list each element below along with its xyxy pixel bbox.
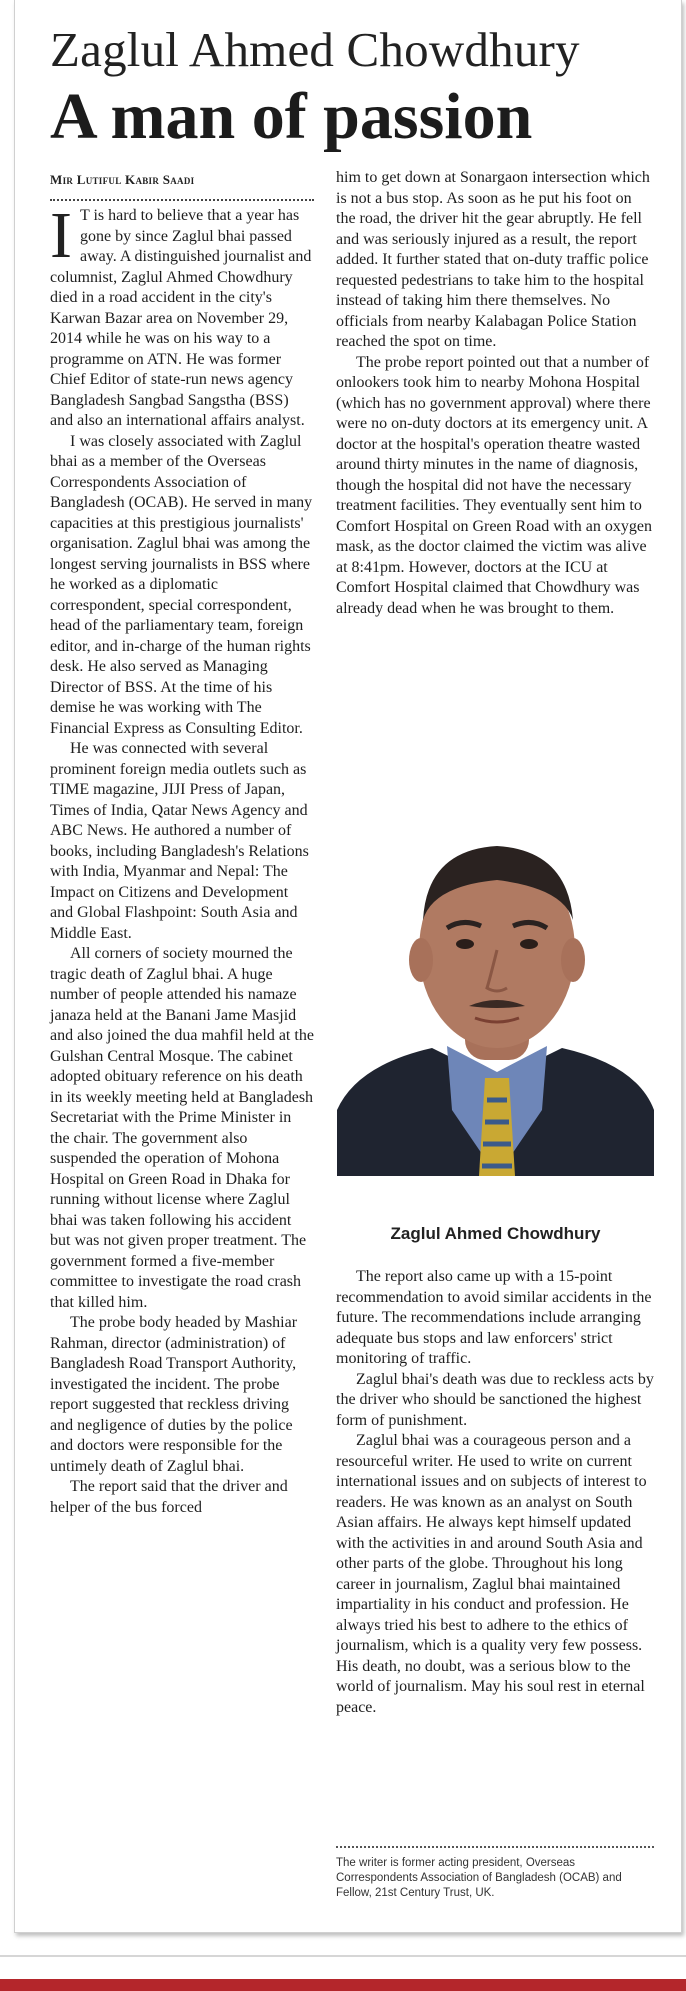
paragraph-p1	[50, 199, 314, 432]
author-note: The writer is former acting president, Overseas Correspondents Association of Bangladesh (OCAB) and Fellow, 21st Century Trust, UK.	[336, 1857, 622, 1899]
eye-left	[456, 939, 474, 949]
paragraph-p9: The report also came up with a 15-point recommendation to avoid similar accidents in the future. The recommendations include arranging adequate bus stops and law enforcers' strict monitoring of traffic.	[336, 1268, 652, 1367]
portrait-photo	[337, 810, 654, 1176]
eye-right	[520, 939, 538, 949]
left-column	[50, 199, 314, 1518]
tie	[479, 1078, 515, 1176]
ear-right	[561, 938, 585, 982]
headline-tagline: A man of passion	[50, 80, 533, 153]
headline-name: Zaglul Ahmed Chowdhury	[50, 22, 580, 77]
photo-caption: Zaglul Ahmed Chowdhury	[390, 1224, 601, 1243]
paragraph-p4: All corners of society mourned the tragic death of Zaglul bhai. A huge number of people attended his namaze janaza held at the Banani Jame Masjid and also joined the dua mahfil held at the Gulshan Central Mosque. The cabinet adopted obituary reference on his death in its weekly meeting held at Bangladesh Secretariat with the Prime Minister in the chair. The government also suspended the operation of Mohona Hospital on Green Road in Dhaka for running without license where Zaglul bhai was taken following his accident but was not given proper treatment. The government formed a five-member committee to investigate the road crash that killed him.	[50, 945, 314, 1311]
paragraph-p10: Zaglul bhai's death was due to reckless acts by the driver who should be sanctioned the highest form of punishment.	[336, 1370, 654, 1429]
right-column-bottom	[336, 1267, 654, 1718]
byline-divider	[50, 199, 314, 201]
paragraph-p2: I was closely associated with Zaglul bhai as a member of the Overseas Correspondents Association of Bangladesh (OCAB). He served in many capacities at this prestigious journalists' organisation. Zaglul bhai was among the longest serving journalists in BSS where he worked as a diplomatic correspondent, special correspondent, head of the parliamentary team, foreign editor, and in-charge of the human rights desk. He also served as Managing Director of BSS. At the time of his demise he was working with The Financial Express as Consulting Editor.	[50, 432, 313, 737]
byline: Mir Lutiful Kabir Saadi	[50, 172, 195, 187]
portrait-illustration	[337, 810, 654, 1176]
footer-divider	[336, 1846, 654, 1848]
paragraph-p7: him to get down at Sonargaon intersection which is not a bus stop. As soon as he put his foot on the road, the driver hit the gear abruptly. He fell and was seriously injured as a result, the report added. It further stated that on-duty traffic police requested pedestrians to take him to the hospital instead of taking him there themselves. No officials from nearby Kalabagan Police Station reached the spot on time.	[336, 169, 650, 350]
ear-left	[409, 938, 433, 982]
paragraph-p5: The probe body headed by Mashiar Rahman, director (administration) of Bangladesh Road Transport Authority, investigated the incident. The probe report suggested that reckless driving and negligence of duties by the police and doctors were responsible for the untimely death of Zaglul bhai.	[50, 1314, 298, 1475]
page-bottom-rule	[0, 1955, 686, 1957]
paragraph-p8: The probe report pointed out that a number of onlookers took him to nearby Mohona Hospital (which has no government approval) where there were no on-duty doctors at its emergency unit. A doctor at the hospital's operation theatre wasted around thirty minutes in the name of diagnosis, though the hospital did not have the necessary treatment facilities. They eventually sent him to Comfort Hospital on Green Road with an oxygen mask, as the doctor claimed the victim was alive at 8:41pm. However, doctors at the ICU at Comfort Hospital claimed that Chowdhury was already dead when he was brought to them.	[336, 353, 652, 617]
drop-cap: I	[50, 199, 72, 272]
right-column-top	[336, 168, 654, 619]
page-bottom-bar	[0, 1979, 686, 1991]
paragraph-p6: The report said that the driver and helper of the bus forced	[50, 1478, 288, 1516]
paragraph-text: T is hard to believe that a year has gone by since Zaglul bhai passed away. A distinguished journalist and columnist, Zaglul Ahmed Chowdhury died in a road accident in the city's Karwan Bazar area on November 29, 2014 while he was on his way to a programme on ATN. He was former Chief Editor of state-run news agency Bangladesh Sangbad Sangstha (BSS) and also an international affairs analyst.	[50, 207, 312, 429]
paragraph-p11: Zaglul bhai was a courageous person and a resourceful writer. He used to write on current international issues and on subjects of interest to readers. He was known as an analyst on South Asian affairs. He always kept himself updated with the activities in and around South Asia and other parts of the globe. Throughout his long career in journalism, Zaglul bhai maintained impartiality in his conduct and profession. He always tried his best to adhere to the ethics of journalism, which is a quality very few possess. His death, no doubt, was a serious blow to the world of journalism. May his soul rest in eternal peace.	[336, 1432, 647, 1716]
paragraph-p3: He was connected with several prominent foreign media outlets such as TIME magazine, JIJI Press of Japan, Times of India, Qatar News Agency and ABC News. He authored a number of books, including Bangladesh's Relations with India, Myanmar and Nepal: The Impact on Citizens and Development and Global Flashpoint: South Asia and Middle East.	[50, 740, 309, 942]
